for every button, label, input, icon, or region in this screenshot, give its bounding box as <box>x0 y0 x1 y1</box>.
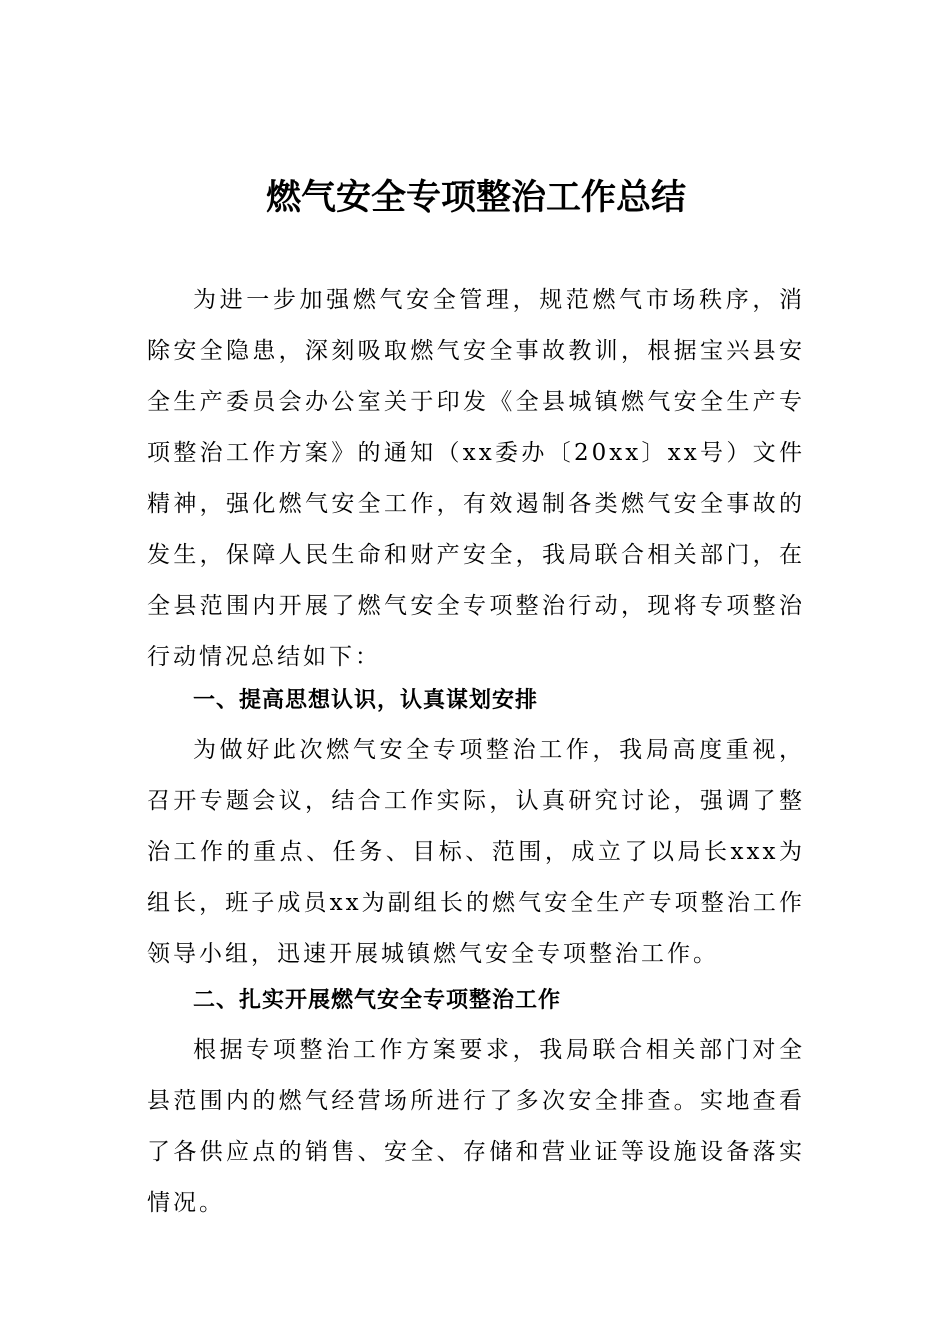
section-body-1: 为做好此次燃气安全专项整治工作，我局高度重视，召开专题会议，结合工作实际，认真研究讨论，强调了整治工作的重点、任务、目标、范围，成立了以局长xxx为组长，班子成员xx为副组长的燃气安全生产专项整治工作领导小组，迅速开展城镇燃气安全专项整治工作。 <box>147 737 805 967</box>
intro-paragraph: 为进一步加强燃气安全管理，规范燃气市场秩序，消除安全隐患，深刻吸取燃气安全事故教训，根据宝兴县安全生产委员会办公室关于印发《全县城镇燃气安全生产专项整治工作方案》的通知（xx委办〔20xx〕xx号）文件精神，强化燃气安全工作，有效遏制各类燃气安全事故的发生，保障人民生命和财产安全，我局联合相关部门，在全县范围内开展了燃气安全专项整治行动，现将专项整治行动情况总结如下： <box>147 287 805 670</box>
section-heading-2: 二、扎实开展燃气安全专项整治工作 <box>193 988 562 1013</box>
section-body-2: 根据专项整治工作方案要求，我局联合相关部门对全县范围内的燃气经营场所进行了多次安全排查。实地查看了各供应点的销售、安全、存储和营业证等设施设备落实情况。 <box>147 1037 805 1216</box>
document-title: 燃气安全专项整治工作总结 <box>265 178 686 218</box>
section-heading-1: 一、提高思想认识，认真谋划安排 <box>193 688 539 713</box>
